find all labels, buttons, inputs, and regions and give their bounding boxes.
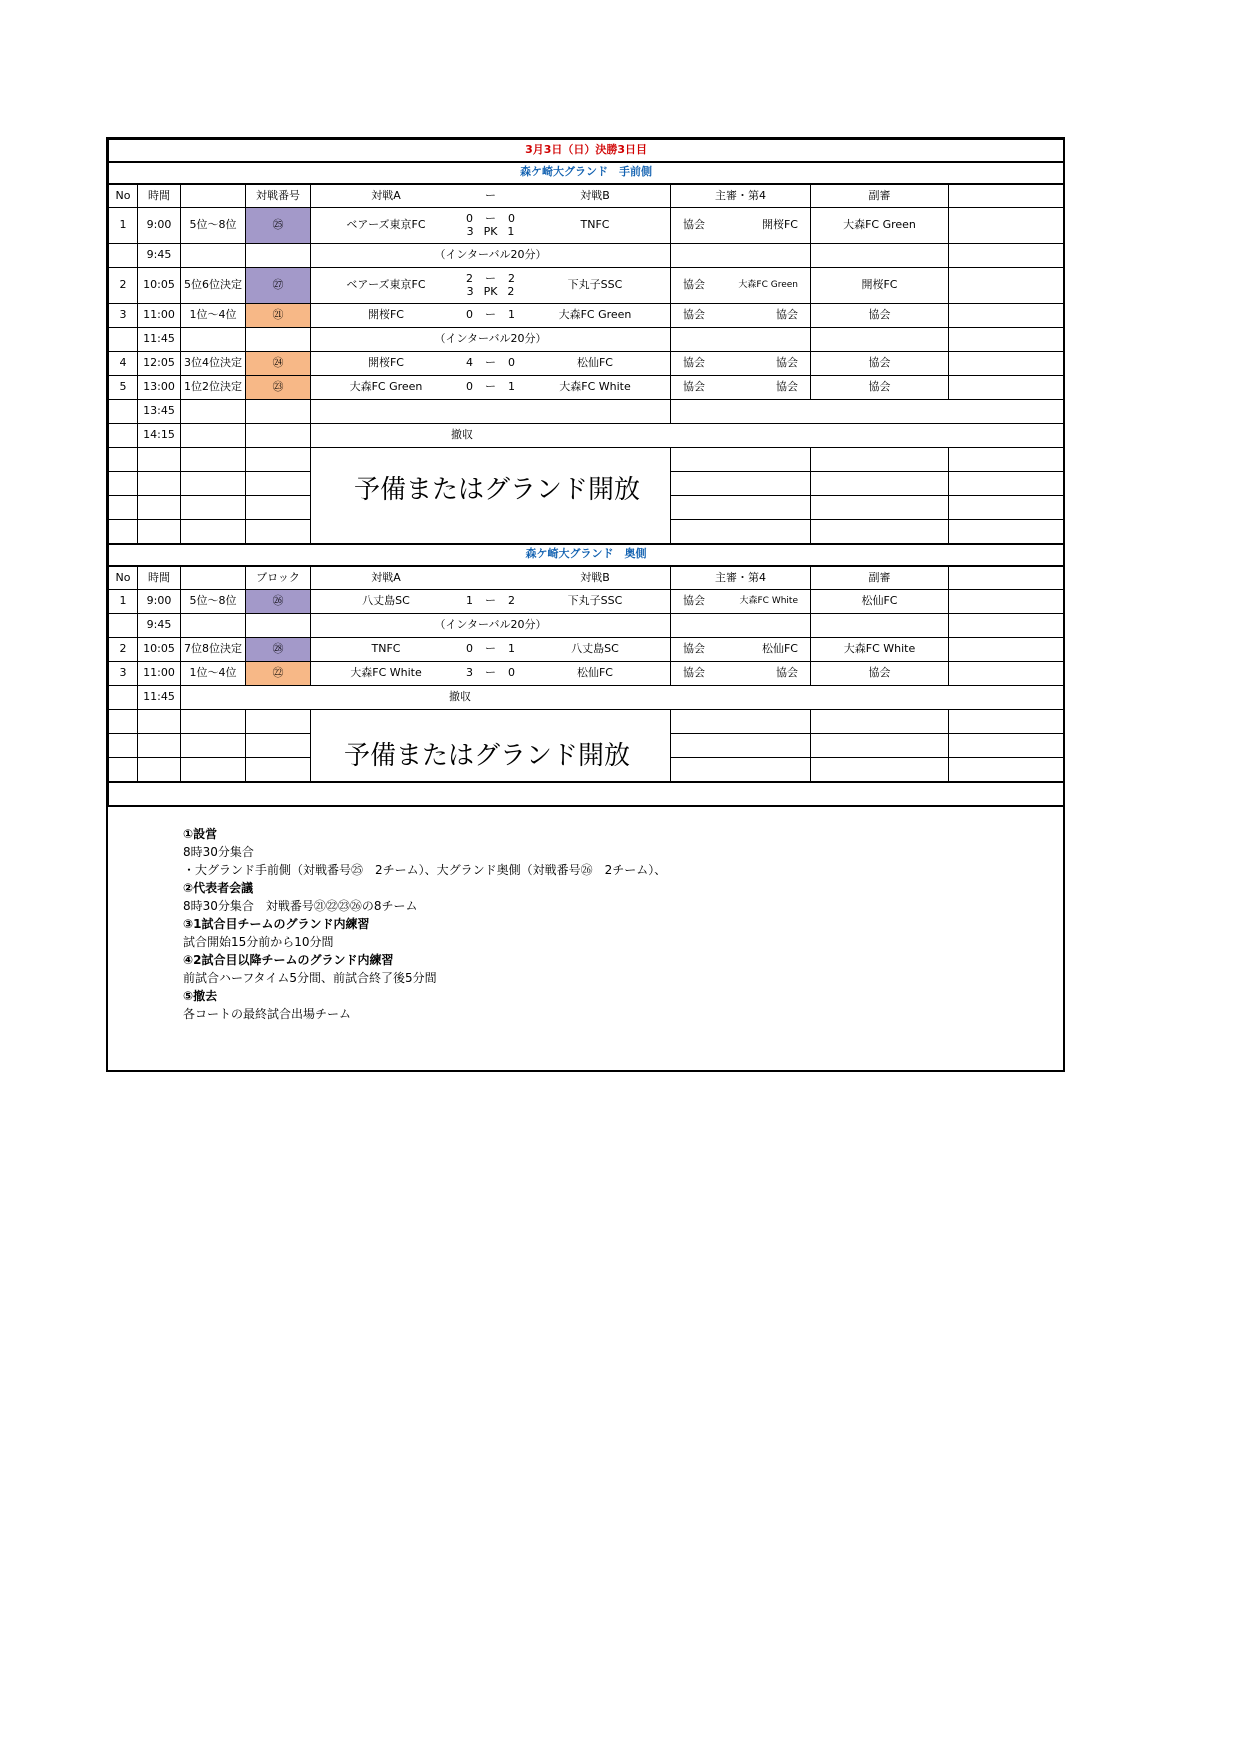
row-time: 9:00 [138,208,181,244]
team-a: 大森FC Green [349,380,423,394]
row-time: 10:05 [138,268,181,304]
back-reserve-label: 予備またはグランド開放 [338,735,636,772]
interval-note: （インターバル20分） [311,244,671,268]
table-row [109,328,1064,352]
note-line: ・大グランド手前側（対戦番号㉕ 2チーム）、大グランド奥側（対戦番号㉖ 2チーム）、 [183,863,667,877]
table-row [109,376,1064,400]
note-heading: ②代表者会議 [183,881,254,895]
team-b: 下丸子SSC [567,594,623,608]
match-number-badge: ㉓ [246,376,311,400]
row-stage: 5位6位決定 [181,268,246,304]
match-number-badge: ㉖ [246,590,311,614]
header-team-b: 対戦B [580,188,610,202]
withdrawal-note: 撤収 [449,690,471,704]
withdrawal-note: 撤収 [451,428,473,442]
row-no: 5 [109,376,138,400]
pk-score-a: 3 [466,284,474,298]
row-time: 11:00 [138,662,181,686]
row-no: 3 [109,304,138,328]
referee: 協会 [683,218,705,232]
team-b: 松仙FC [576,666,613,680]
match-number-badge: ㉘ [246,638,311,662]
row-time: 11:45 [138,328,181,352]
score-a: 0 [466,308,473,322]
referee-cell [671,304,811,328]
match-number-badge: ㉕ [246,208,311,244]
table-row [109,614,1064,638]
referee: 協会 [683,380,705,394]
score-a: 0 [466,380,473,394]
notes-section [183,825,666,1023]
assistant-referee: 協会 [811,352,949,376]
row-stage: 5位～8位 [181,208,246,244]
matchup-cell: 開桜FC 0 ー 1 大森FC Green [311,304,671,328]
referee: 協会 [683,642,705,656]
header-matchup [311,566,671,590]
row-time: 11:45 [138,686,181,710]
score-a: 0 [466,642,473,656]
team-b: 大森FC Green [558,308,632,322]
referee-cell [671,590,811,614]
table-row [109,662,1064,686]
front-header-row [109,184,1064,208]
note-line: 8時30分集合 対戦番号㉑㉒㉓㉖の8チーム [183,899,418,913]
match-number-badge: ㉒ [246,662,311,686]
match-number-badge: ㉑ [246,304,311,328]
row-stage: 1位～4位 [181,662,246,686]
note-heading: ⑤撤去 [183,989,218,1003]
score-a: 3 [466,666,473,680]
team-a: 八丈島SC [362,594,410,608]
team-b: 大森FC White [559,380,631,394]
match-number-badge: ㉗ [246,268,311,304]
match-number-badge: ㉔ [246,352,311,376]
assistant-referee: 協会 [811,662,949,686]
row-time: 9:45 [138,614,181,638]
team-b: 松仙FC [576,356,613,370]
row-stage: 5位～8位 [181,590,246,614]
matchup-cell: ベアーズ東京FC 2 ー 2 3 PK 2 下丸子SSC [311,268,671,304]
team-a: 開桜FC [367,356,404,370]
referee-cell [671,352,811,376]
header-time: 時間 [138,184,181,208]
front-reserve-label: 予備またはグランド開放 [348,469,646,506]
header-block: ブロック [246,566,311,590]
header-match-no: 対戦番号 [246,184,311,208]
fourth-official: 大森FC White [739,595,798,606]
score-a: 0 [466,212,473,226]
row-time: 12:05 [138,352,181,376]
note-line: 8時30分集合 [183,845,254,859]
pk-label: PK [483,224,498,238]
row-time: 11:00 [138,304,181,328]
score-b: 1 [508,308,515,322]
table-row [109,208,1064,244]
matchup-cell: 大森FC Green 0 ー 1 大森FC White [311,376,671,400]
header-referee: 主審・第4 [671,566,811,590]
back-venue-title: 森ケ崎大グランド 奥側 [109,544,1064,566]
schedule-sheet [106,137,1065,1072]
score-b: 1 [508,642,515,656]
note-line: 各コートの最終試合出場チーム [183,1007,352,1021]
fourth-official: 協会 [776,356,798,370]
header-assistant: 副審 [811,184,949,208]
score-b: 2 [508,594,515,608]
row-time: 9:45 [138,244,181,268]
assistant-referee: 協会 [811,376,949,400]
fourth-official: 協会 [776,666,798,680]
assistant-referee: 大森FC White [811,638,949,662]
score-b: 1 [508,380,515,394]
row-time: 14:15 [138,424,181,448]
row-stage: 1位2位決定 [181,376,246,400]
fourth-official: 協会 [776,380,798,394]
fourth-official: 大森FC Green [738,279,798,290]
row-time: 10:05 [138,638,181,662]
score-b: 0 [508,212,515,226]
pk-score-b: 2 [507,284,515,298]
referee-cell [671,268,811,304]
score-b: 0 [508,666,515,680]
fourth-official: 松仙FC [761,642,798,656]
referee-cell [671,662,811,686]
referee: 協会 [683,356,705,370]
team-a: 開桜FC [367,308,404,322]
note-line: 試合開始15分前から10分間 [183,935,334,949]
table-row [109,686,1064,710]
score-b: 2 [508,272,515,286]
header-team-a: 対戦A [371,188,401,202]
row-stage: 1位～4位 [181,304,246,328]
matchup-cell: TNFC 0 ー 1 八丈島SC [311,638,671,662]
pk-score-a: 3 [466,224,474,238]
referee-cell [671,208,811,244]
row-stage: 7位8位決定 [181,638,246,662]
score-b: 0 [508,356,515,370]
interval-note: （インターバル20分） [311,328,671,352]
header-blank [181,566,246,590]
note-heading: ①設営 [183,827,218,841]
referee: 協会 [683,278,705,292]
header-team-a: 対戦A [371,570,401,584]
table-row [109,424,1064,448]
assistant-referee: 開桜FC [811,268,949,304]
front-venue-title: 森ケ崎大グランド 手前側 [109,162,1064,184]
referee-cell [671,638,811,662]
team-b: TNFC [580,218,610,232]
team-b: 八丈島SC [571,642,619,656]
header-matchup [311,184,671,208]
row-stage: 3位4位決定 [181,352,246,376]
note-line: 前試合ハーフタイム5分間、前試合終了後5分間 [183,971,437,985]
matchup-cell: ベアーズ東京FC 0 ー 0 3 PK 1 TNFC [311,208,671,244]
table-row [109,244,1064,268]
row-no: 2 [109,268,138,304]
pk-score-b: 1 [507,224,515,238]
header-referee: 主審・第4 [671,184,811,208]
note-heading: ③1試合目チームのグランド内練習 [183,917,370,931]
row-no: 2 [109,638,138,662]
table-row [109,304,1064,328]
header-no: No [109,566,138,590]
page-title: 3月3日（日）決勝3日目 [109,140,1064,162]
score-a: 4 [466,356,473,370]
fourth-official: 協会 [776,308,798,322]
team-a: TNFC [371,642,401,656]
pk-label: PK [483,284,498,298]
referee-cell [671,376,811,400]
interval-note: （インターバル20分） [311,614,671,638]
row-no: 1 [109,590,138,614]
assistant-referee: 大森FC Green [811,208,949,244]
assistant-referee: 協会 [811,304,949,328]
referee: 協会 [683,308,705,322]
header-team-b: 対戦B [580,570,610,584]
referee: 協会 [683,594,705,608]
matchup-cell: 開桜FC 4 ー 0 松仙FC [311,352,671,376]
row-time: 13:45 [138,400,181,424]
header-dash: ー [485,188,496,202]
row-no: 3 [109,662,138,686]
team-a: 大森FC White [350,666,422,680]
referee: 協会 [683,666,705,680]
row-time: 9:00 [138,590,181,614]
row-no: 1 [109,208,138,244]
header-time: 時間 [138,566,181,590]
header-assistant: 副審 [811,566,949,590]
table-row [109,638,1064,662]
table-row [109,268,1064,304]
table-row [109,352,1064,376]
matchup-cell: 大森FC White 3 ー 0 松仙FC [311,662,671,686]
header-blank [181,184,246,208]
assistant-referee: 松仙FC [811,590,949,614]
row-no: 4 [109,352,138,376]
table-row [109,590,1064,614]
back-header-row [109,566,1064,590]
fourth-official: 開桜FC [761,218,798,232]
score-a: 2 [466,272,473,286]
table-row [109,400,1064,424]
matchup-cell: 八丈島SC 1 ー 2 下丸子SSC [311,590,671,614]
score-a: 1 [466,594,473,608]
header-no: No [109,184,138,208]
team-b: 下丸子SSC [567,278,623,292]
row-time: 13:00 [138,376,181,400]
team-a: ベアーズ東京FC [346,278,426,292]
note-heading: ④2試合目以降チームのグランド内練習 [183,953,394,967]
team-a: ベアーズ東京FC [346,218,426,232]
